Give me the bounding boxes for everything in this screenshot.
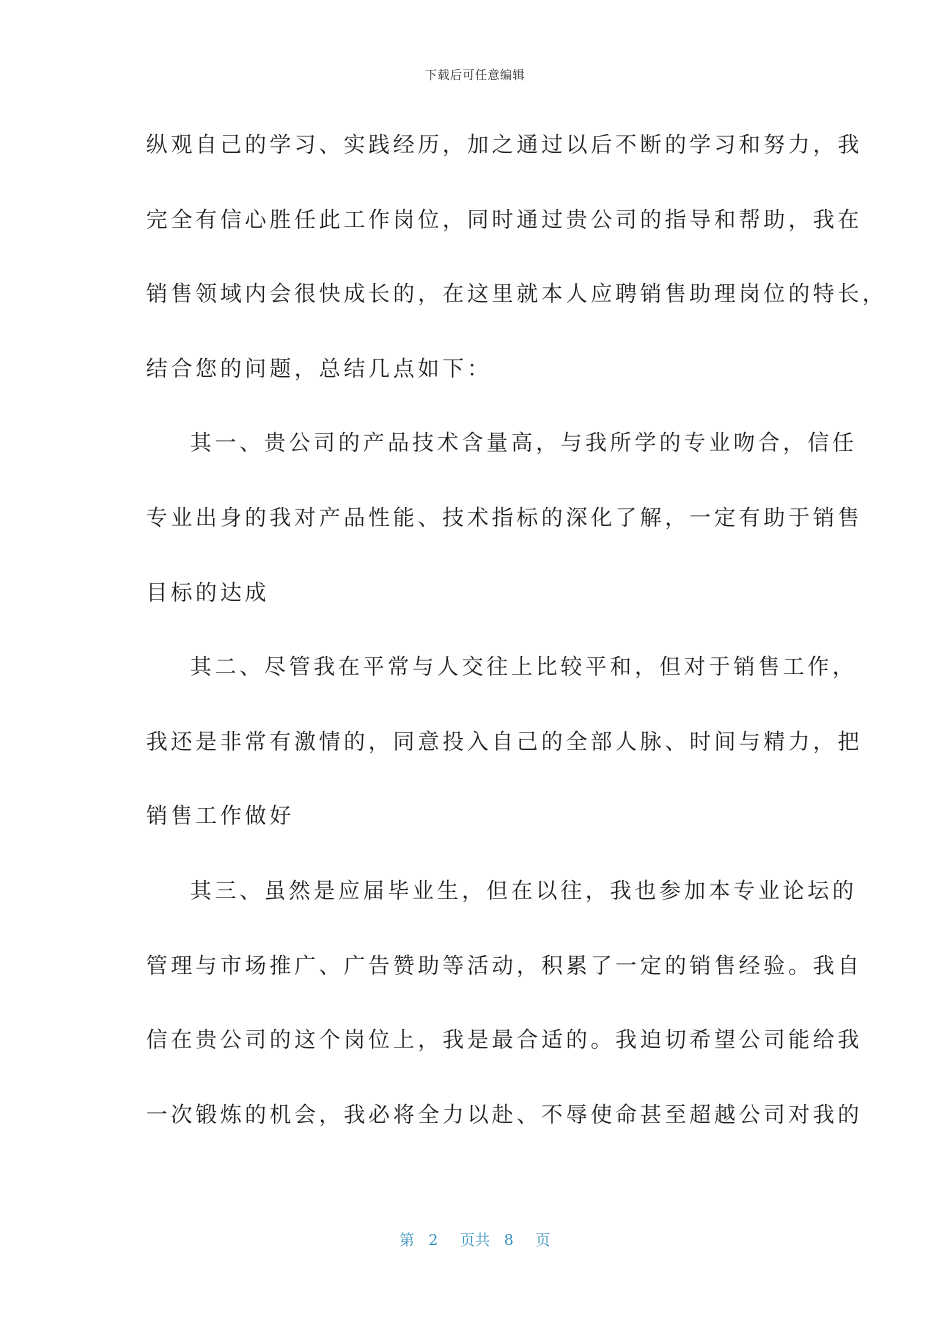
body-line: 其三、虽然是应届毕业生，但在以往，我也参加本专业论坛的 bbox=[190, 878, 857, 904]
body-line: 销售领域内会很快成长的，在这里就本人应聘销售助理岗位的特长， bbox=[146, 282, 888, 308]
footer-ye: 页 bbox=[535, 1231, 551, 1249]
footer-current-page: 2 bbox=[428, 1231, 438, 1249]
body-line: 其二、尽管我在平常与人交往上比较平和，但对于销售工作， bbox=[190, 655, 857, 681]
body-line: 完全有信心胜任此工作岗位，同时通过贵公司的指导和帮助，我在 bbox=[146, 207, 863, 233]
body-line: 目标的达成 bbox=[146, 580, 270, 606]
body-line: 纵观自己的学习、实践经历，加之通过以后不断的学习和努力，我 bbox=[146, 133, 863, 158]
body-line: 一次锻炼的机会，我必将全力以赴、不辱使命甚至超越公司对我的 bbox=[146, 1102, 863, 1128]
footer-ye-gong: 页共 bbox=[459, 1231, 490, 1249]
body-line: 我还是非常有激情的，同意投入自己的全部人脉、时间与精力，把 bbox=[146, 729, 863, 755]
header-note: 下载后可任意编辑 bbox=[424, 68, 525, 82]
footer-di: 第 bbox=[399, 1231, 415, 1249]
body-line: 其一、贵公司的产品技术含量高，与我所学的专业吻合，信任 bbox=[190, 431, 857, 457]
body-line: 信在贵公司的这个岗位上，我是最合适的。我迫切希望公司能给我 bbox=[146, 1028, 863, 1054]
body-line: 专业出身的我对产品性能、技术指标的深化了解，一定有助于销售 bbox=[146, 505, 863, 531]
body-line: 管理与市场推广、广告赞助等活动，积累了一定的销售经验。我自 bbox=[146, 953, 863, 979]
body-line: 结合您的问题，总结几点如下： bbox=[146, 356, 492, 382]
document-body bbox=[146, 128, 888, 1172]
page-footer bbox=[0, 1229, 950, 1250]
body-line: 销售工作做好 bbox=[146, 804, 295, 830]
footer-total-pages: 8 bbox=[504, 1231, 514, 1249]
